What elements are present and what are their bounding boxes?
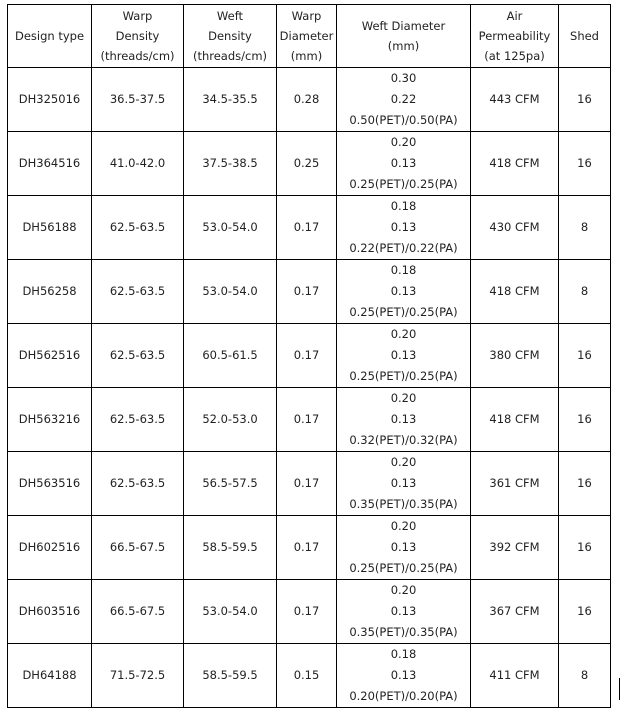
weft-diameter-line: 0.25(PET)/0.25(PA) [349, 561, 458, 575]
air-permeability-cell: 392 CFM [471, 516, 559, 580]
warp-diameter-cell: 0.17 [277, 580, 337, 644]
shed-cell: 16 [559, 68, 611, 132]
design-type-cell: DH603516 [8, 580, 92, 644]
table-row [8, 452, 611, 516]
weft-density-cell: 37.5-38.5 [184, 132, 277, 196]
warp-diameter-cell: 0.17 [277, 452, 337, 516]
table-row [8, 324, 611, 388]
weft-diameter-line: 0.13 [390, 284, 417, 298]
weft-diameter-cell [337, 324, 471, 388]
weft-density-cell: 52.0-53.0 [184, 388, 277, 452]
shed-cell: 8 [559, 644, 611, 708]
weft-density-cell: 58.5-59.5 [184, 516, 277, 580]
weft-diameter-line: 0.50(PET)/0.50(PA) [349, 113, 458, 127]
weft-density-cell: 34.5-35.5 [184, 68, 277, 132]
warp-density-cell: 66.5-67.5 [92, 516, 184, 580]
air-permeability-cell: 361 CFM [471, 452, 559, 516]
weft-diameter-cell [337, 196, 471, 260]
shed-cell: 16 [559, 516, 611, 580]
edge-mark [619, 678, 620, 700]
warp-diameter-cell: 0.17 [277, 324, 337, 388]
shed-cell: 16 [559, 388, 611, 452]
weft-diameter-cell [337, 516, 471, 580]
weft-density-cell: 56.5-57.5 [184, 452, 277, 516]
design-type-cell: DH563516 [8, 452, 92, 516]
air-permeability-cell: 418 CFM [471, 260, 559, 324]
weft-diameter-line: 0.20 [390, 455, 417, 469]
weft-diameter-line: 0.20 [390, 519, 417, 533]
shed-cell: 16 [559, 580, 611, 644]
table-row [8, 196, 611, 260]
warp-diameter-cell: 0.17 [277, 516, 337, 580]
weft-diameter-line: 0.13 [390, 668, 417, 682]
weft-diameter-cell [337, 452, 471, 516]
air-permeability-cell: 367 CFM [471, 580, 559, 644]
warp-density-cell: 66.5-67.5 [92, 580, 184, 644]
weft-density-cell: 53.0-54.0 [184, 260, 277, 324]
weft-diameter-line: 0.35(PET)/0.35(PA) [349, 497, 458, 511]
air-permeability-cell: 380 CFM [471, 324, 559, 388]
weft-diameter-cell [337, 68, 471, 132]
table-header [8, 5, 611, 68]
warp-diameter-cell: 0.17 [277, 260, 337, 324]
air-permeability-cell: 443 CFM [471, 68, 559, 132]
shed-cell: 16 [559, 452, 611, 516]
header-shed: Shed [559, 5, 611, 68]
weft-diameter-cell [337, 644, 471, 708]
weft-diameter-line: 0.13 [390, 476, 417, 490]
warp-density-cell: 62.5-63.5 [92, 324, 184, 388]
header-design-type: Design type [8, 5, 92, 68]
shed-cell: 8 [559, 196, 611, 260]
weft-density-cell: 58.5-59.5 [184, 644, 277, 708]
weft-diameter-line: 0.22 [390, 92, 417, 106]
header-warp-density: Warp Density (threads/cm) [92, 5, 184, 68]
warp-diameter-cell: 0.17 [277, 196, 337, 260]
shed-cell: 16 [559, 132, 611, 196]
weft-diameter-line: 0.13 [390, 540, 417, 554]
weft-diameter-line: 0.25(PET)/0.25(PA) [349, 177, 458, 191]
design-type-cell: DH325016 [8, 68, 92, 132]
table-row [8, 644, 611, 708]
warp-diameter-cell: 0.17 [277, 388, 337, 452]
weft-density-cell: 60.5-61.5 [184, 324, 277, 388]
weft-diameter-line: 0.18 [390, 263, 417, 277]
weft-diameter-line: 0.25(PET)/0.25(PA) [349, 369, 458, 383]
weft-diameter-line: 0.18 [390, 199, 417, 213]
weft-diameter-line: 0.13 [390, 156, 417, 170]
design-type-cell: DH56258 [8, 260, 92, 324]
weft-diameter-line: 0.13 [390, 412, 417, 426]
weft-diameter-cell [337, 260, 471, 324]
table-row [8, 516, 611, 580]
header-air-permeability: Air Permeability (at 125pa) [471, 5, 559, 68]
weft-diameter-cell [337, 388, 471, 452]
weft-diameter-line: 0.22(PET)/0.22(PA) [349, 241, 458, 255]
weft-diameter-line: 0.13 [390, 220, 417, 234]
weft-diameter-line: 0.20 [390, 583, 417, 597]
air-permeability-cell: 418 CFM [471, 388, 559, 452]
air-permeability-cell: 418 CFM [471, 132, 559, 196]
weft-diameter-cell [337, 580, 471, 644]
shed-cell: 16 [559, 324, 611, 388]
table-row [8, 388, 611, 452]
warp-density-cell: 62.5-63.5 [92, 260, 184, 324]
shed-cell: 8 [559, 260, 611, 324]
weft-diameter-line: 0.25(PET)/0.25(PA) [349, 305, 458, 319]
design-type-cell: DH563216 [8, 388, 92, 452]
warp-diameter-cell: 0.25 [277, 132, 337, 196]
design-type-cell: DH602516 [8, 516, 92, 580]
weft-diameter-line: 0.20 [390, 135, 417, 149]
air-permeability-cell: 430 CFM [471, 196, 559, 260]
design-type-cell: DH64188 [8, 644, 92, 708]
weft-density-cell: 53.0-54.0 [184, 580, 277, 644]
table-row [8, 260, 611, 324]
warp-diameter-cell: 0.28 [277, 68, 337, 132]
table-body [8, 68, 611, 708]
header-row [8, 5, 611, 68]
table-row [8, 68, 611, 132]
warp-density-cell: 71.5-72.5 [92, 644, 184, 708]
warp-density-cell: 62.5-63.5 [92, 388, 184, 452]
weft-density-cell: 53.0-54.0 [184, 196, 277, 260]
air-permeability-cell: 411 CFM [471, 644, 559, 708]
weft-diameter-cell [337, 132, 471, 196]
warp-density-cell: 36.5-37.5 [92, 68, 184, 132]
weft-diameter-line: 0.13 [390, 348, 417, 362]
table-row [8, 132, 611, 196]
spec-table [7, 4, 611, 708]
header-weft-diameter: Weft Diameter (mm) [337, 5, 471, 68]
weft-diameter-line: 0.20 [390, 327, 417, 341]
header-weft-density: Weft Density (threads/cm) [184, 5, 277, 68]
weft-diameter-line: 0.35(PET)/0.35(PA) [349, 625, 458, 639]
weft-diameter-line: 0.20(PET)/0.20(PA) [349, 689, 458, 703]
weft-diameter-line: 0.13 [390, 604, 417, 618]
design-type-cell: DH56188 [8, 196, 92, 260]
weft-diameter-line: 0.18 [390, 647, 417, 661]
weft-diameter-line: 0.32(PET)/0.32(PA) [349, 433, 458, 447]
warp-diameter-cell: 0.15 [277, 644, 337, 708]
weft-diameter-line: 0.30 [390, 71, 417, 85]
design-type-cell: DH364516 [8, 132, 92, 196]
design-type-cell: DH562516 [8, 324, 92, 388]
warp-density-cell: 41.0-42.0 [92, 132, 184, 196]
weft-diameter-line: 0.20 [390, 391, 417, 405]
warp-density-cell: 62.5-63.5 [92, 196, 184, 260]
header-warp-diameter: Warp Diameter (mm) [277, 5, 337, 68]
warp-density-cell: 62.5-63.5 [92, 452, 184, 516]
table-row [8, 580, 611, 644]
